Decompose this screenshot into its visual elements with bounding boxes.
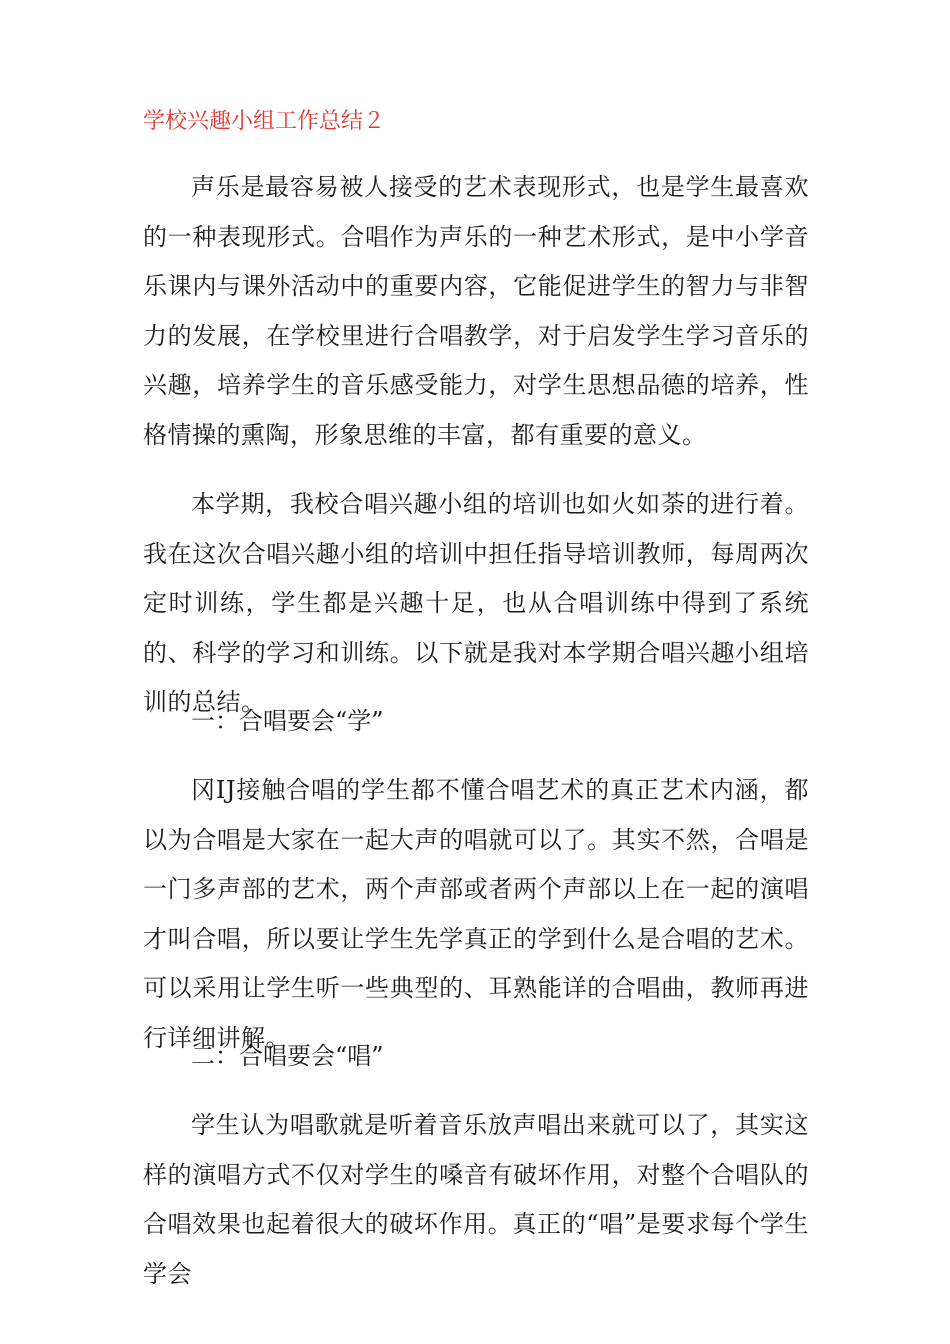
paragraph-sing: 学生认为唱歌就是听着音乐放声唱出来就可以了，其实这样的演唱方式不仅对学生的嗓音有破坏作用，对整个合唱队的合唱效果也起着很大的破坏作用。真正的“唱”是要求每个学生学会	[143, 1111, 809, 1288]
section-heading-sing: 二：合唱要会“唱”	[191, 1042, 384, 1070]
paragraph-intro: 声乐是最容易被人接受的艺术表现形式，也是学生最喜欢的一种表现形式。合唱作为声乐的一种艺术形式，是中小学音乐课内与课外活动中的重要内容，它能促进学生的智力与非智力的发展，在学校里进行合唱教学，对于启发学生学习音乐的兴趣，培养学生的音乐感受能力，对学生思想品德的培养，性格情操的熏陶，形象思维的丰富，都有重要的意义。	[143, 173, 809, 449]
paragraph-semester: 本学期，我校合唱兴趣小组的培训也如火如荼的进行着。我在这次合唱兴趣小组的培训中担任指导培训教师，每周两次定时训练，学生都是兴趣十足，也从合唱训练中得到了系统的、科学的学习和训练。以下就是我对本学期合唱兴趣小组培训的总结。	[143, 490, 809, 716]
paragraph-learn: 冈IJ接触合唱的学生都不懂合唱艺术的真正艺术内涵，都以为合唱是大家在一起大声的唱就可以了。其实不然，合唱是一门多声部的艺术，两个声部或者两个声部以上在一起的演唱才叫合唱，所以要让学生先学真正的学到什么是合唱的艺术。可以采用让学生听一些典型的、耳熟能详的合唱曲，教师再进行详细讲解。	[143, 776, 809, 1052]
section-heading-learn: 一：合唱要会“学”	[191, 707, 384, 735]
document-title: 学校兴趣小组工作总结２	[143, 109, 386, 134]
